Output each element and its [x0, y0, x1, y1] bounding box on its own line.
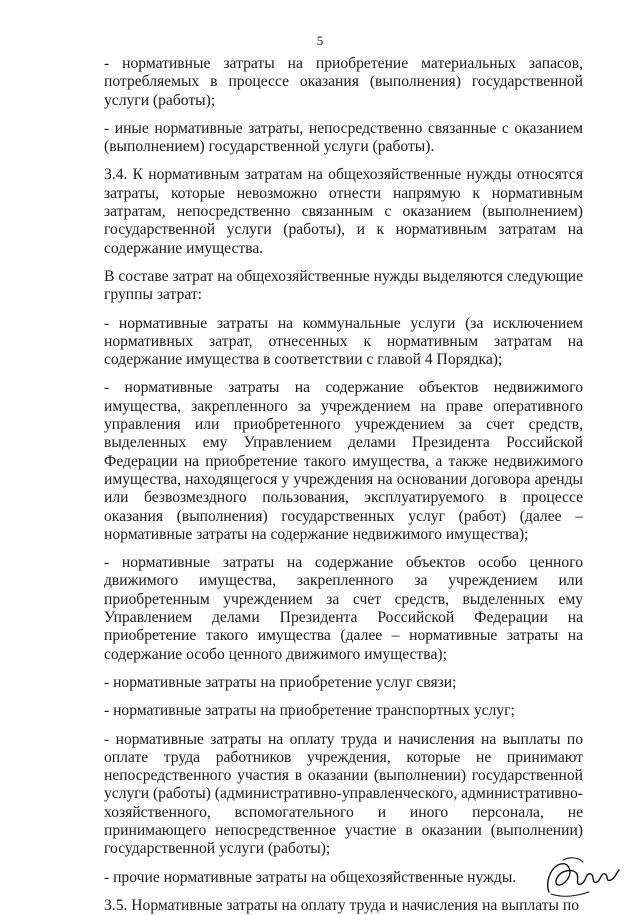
body-text	[104, 55, 583, 915]
paragraph-2: - иные нормативные затраты, непосредственно связанные с оказанием (выполнением) государственной услуги (работы).	[104, 119, 583, 156]
paragraph-7: - нормативные затраты на содержание объектов особо ценного движимого имущества, закрепленного за учреждением или приобретенным учреждением за счет средств, выделенных ему Управлением делами Президента Российской Федерации на приобретение такого имущества (далее – нормативные затраты на содержание особо ценного движимого имущества);	[104, 554, 583, 663]
paragraph-9: - нормативные затраты на приобретение транспортных услуг;	[104, 702, 515, 720]
paragraph-1: - нормативные затраты на приобретение материальных запасов, потребляемых в процессе оказания (выполнения) государственной услуги (работы);	[104, 55, 583, 109]
paragraph-12: 3.5. Нормативные затраты на оплату труда и начисления на выплаты по	[104, 896, 580, 914]
paragraph-4: В составе затрат на общехозяйственные нужды выделяются следующие группы затрат:	[104, 267, 583, 304]
paragraph-6: - нормативные затраты на содержание объектов недвижимого имущества, закрепленного за учреждением на праве оперативного управления или приобретенного учреждением за счет средств, выделенных ему Управлением делами Президента Российской Федерации на приобретение такого имущества, а также недвижимого имущества, находящегося у учреждения на основании договора аренды или безвозмездного пользования, эксплуатируемого в процессе оказания (выполнения) государственных услуг (работ) (далее – нормативные затраты на содержание недвижимого имущества);	[104, 379, 583, 543]
paragraph-11: - прочие нормативные затраты на общехозяйственные нужды.	[104, 868, 517, 886]
page-number: 5	[316, 33, 324, 48]
paragraph-3: 3.4. К нормативным затратам на общехозяйственные нужды относятся затраты, которые невозможно отнести напрямую к нормативным затратам, непосредственно связанным с оказанием (выполнением) государственной услуги (работы), и к нормативным затратам на содержание имущества.	[104, 166, 583, 257]
handwritten-signature	[543, 852, 623, 900]
paragraph-8: - нормативные затраты на приобретение услуг связи;	[104, 673, 457, 691]
paragraph-5: - нормативные затраты на коммунальные услуги (за исключением нормативных затрат, отнесенных к нормативным затратам на содержание имущества в соответствии с главой 4 Порядка);	[104, 314, 583, 369]
paragraph-10: - нормативные затраты на оплату труда и начисления на выплаты по оплате труда работников учреждения, которые не принимают непосредственного участия в оказании (выполнении) государственной услуги (работы) (административно-управленческого, административно-хозяйственного, вспомогательного и иного персонала, не принимающего непосредственное участие в оказании (выполнении) государственной услуги (работы);	[104, 730, 583, 858]
